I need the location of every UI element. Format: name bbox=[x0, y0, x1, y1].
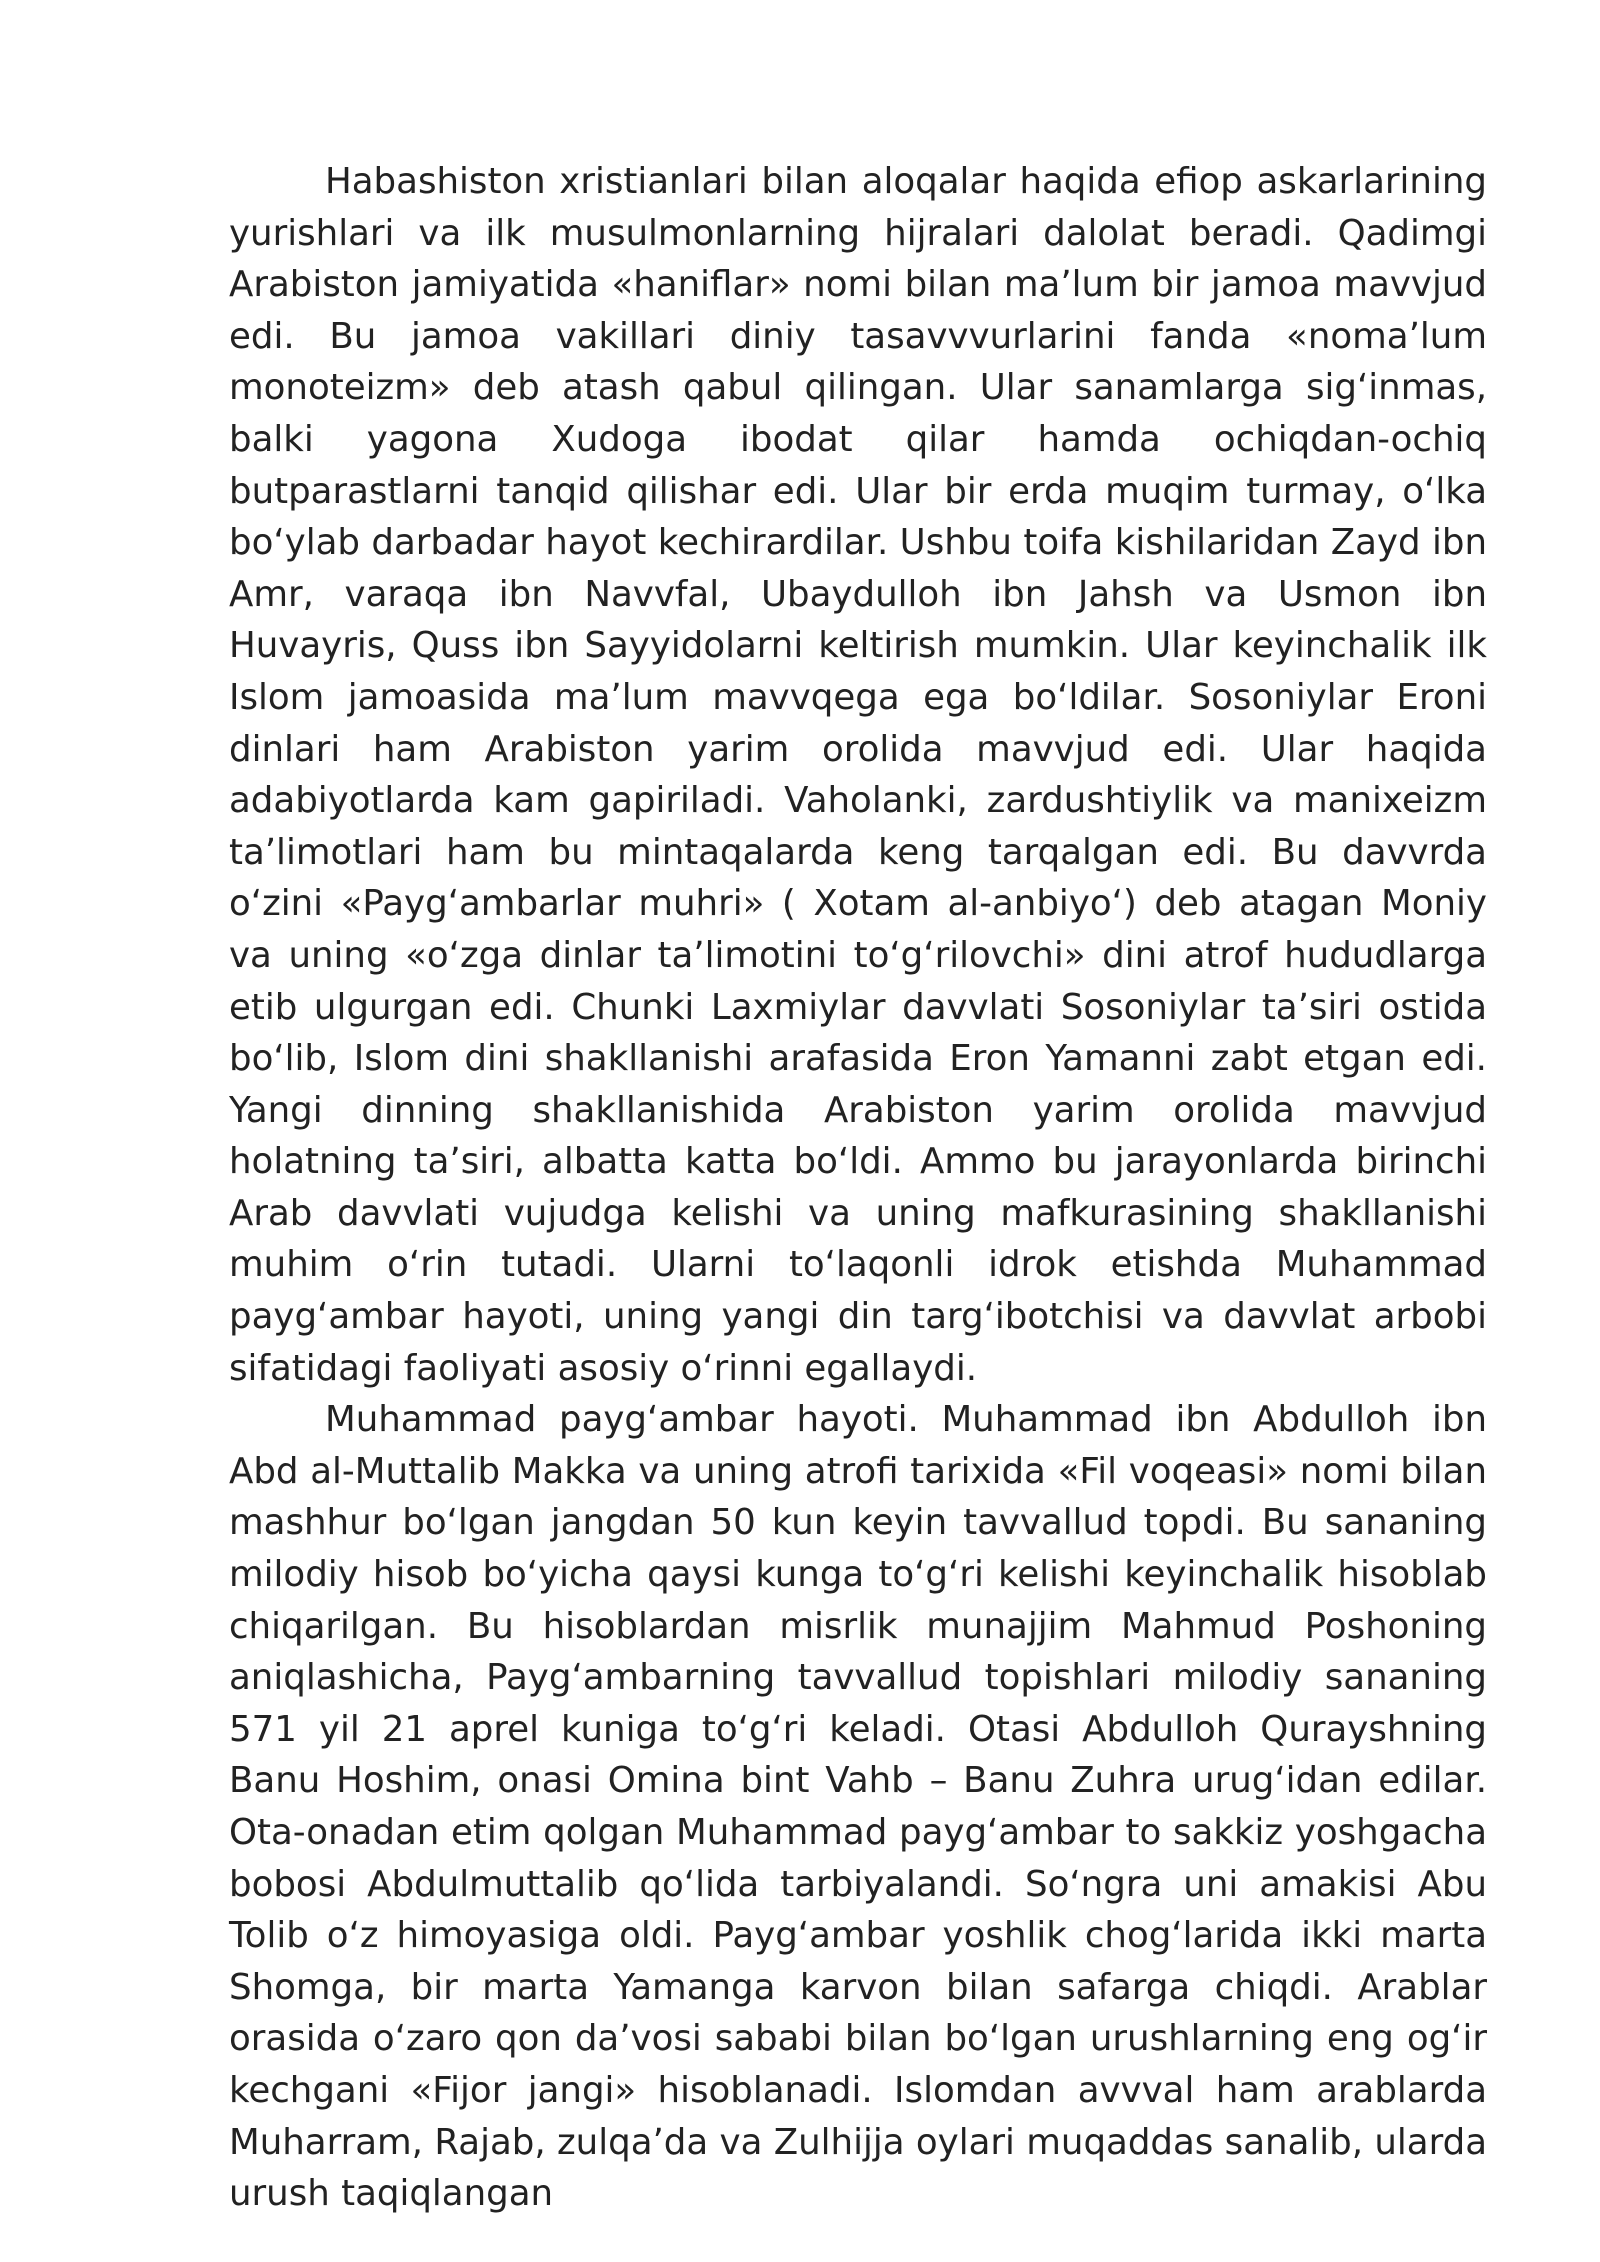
paragraph-1: Habashiston xristianlari bilan aloqalar haqida efiop askarlarining yurishlari va ilk musulmonlarning hijralari dalolat beradi. Qadimgi Arabiston jamiyatida «haniflar» nomi bilan maʼlum bir jamoa mavvjud edi. Bu jamoa vakillari diniy tasavvvurlarini fanda «nomaʼlum monoteizm» deb atash qabul qilingan. Ular sanamlarga sigʻinmas, balki yagona Xudoga ibodat qilar hamda ochiqdan-ochiq butparastlarni tanqid qilishar edi. Ular bir erda muqim turmay, oʻlka boʻylab darbadar hayot kechirardilar. Ushbu toifa kishilaridan Zayd ibn Amr, varaqa ibn Navvfal, Ubaydulloh ibn Jahsh va Usmon ibn Huvayris, Quss ibn Sayyidolarni keltirish mumkin. Ular keyinchalik ilk Islom jamoasida maʼlum mavvqega ega boʻldilar. Sosoniylar Eroni dinlari ham Arabiston yarim orolida mavvjud edi. Ular haqida adabiyotlarda kam gapiriladi. Vaholanki, zardushtiylik va manixeizm taʼlimotlari ham bu mintaqalarda keng tarqalgan edi. Bu davvrda oʻzini «Paygʻambarlar muhri» ( Xotam al-anbiyoʻ) deb atagan Moniy va uning «oʻzga dinlar taʼlimotini toʻgʻrilovchi» dini atrof hududlarga etib ulgurgan edi. Chunki Laxmiylar davvlati Sosoniylar taʼsiri ostida boʻlib, Islom dini shakllanishi arafasida Eron Yamanni zabt etgan edi. Yangi dinning shakllanishida Arabiston yarim orolida mavvjud holatning taʼsiri, albatta katta boʻldi. Ammo bu jarayonlarda birinchi Arab davvlati vujudga kelishi va uning mafkurasining shakllanishi muhim oʻrin tutadi. Ularni toʻlaqonli idrok etishda Muhammad paygʻambar hayoti, uning yangi din targʻibotchisi va davvlat arbobi sifatidagi faoliyati asosiy oʻrinni egallaydi. bbox=[229, 161, 1487, 1389]
body-text bbox=[229, 156, 1487, 2220]
paragraph-2: Muhammad paygʻambar hayoti. Muhammad ibn Abdulloh ibn Abd al-Muttalib Makka va uning atrofi tarixida «Fil voqeasi» nomi bilan mashhur boʻlgan jangdan 50 kun keyin tavvallud topdi. Bu sananing milodiy hisob boʻyicha qaysi kunga toʻgʻri kelishi keyinchalik hisoblab chiqarilgan. Bu hisoblardan misrlik munajjim Mahmud Poshoning aniqlashicha, Paygʻambarning tavvallud topishlari milodiy sananing 571 yil 21 aprel kuniga toʻgʻri keladi. Otasi Abdulloh Qurayshning Banu Hoshim, onasi Omina bint Vahb – Banu Zuhra urugʻidan edilar. Ota-onadan etim qolgan Muhammad paygʻambar to sakkiz yoshgacha bobosi Abdulmuttalib qoʻlida tarbiyalandi. Soʻngra uni amakisi Abu Tolib oʻz himoyasiga oldi. Paygʻambar yoshlik chogʻlarida ikki marta Shomga, bir marta Yamanga karvon bilan safarga chiqdi. Arablar orasida oʻzaro qon daʼvosi sababi bilan boʻlgan urushlarning eng ogʻir kechgani «Fijor jangi» hisoblanadi. Islomdan avvval ham arablarda Muharram, Rajab, zulqaʼda va Zulhijja oylari muqaddas sanalib, ularda urush taqiqlangan bbox=[229, 1399, 1487, 2215]
